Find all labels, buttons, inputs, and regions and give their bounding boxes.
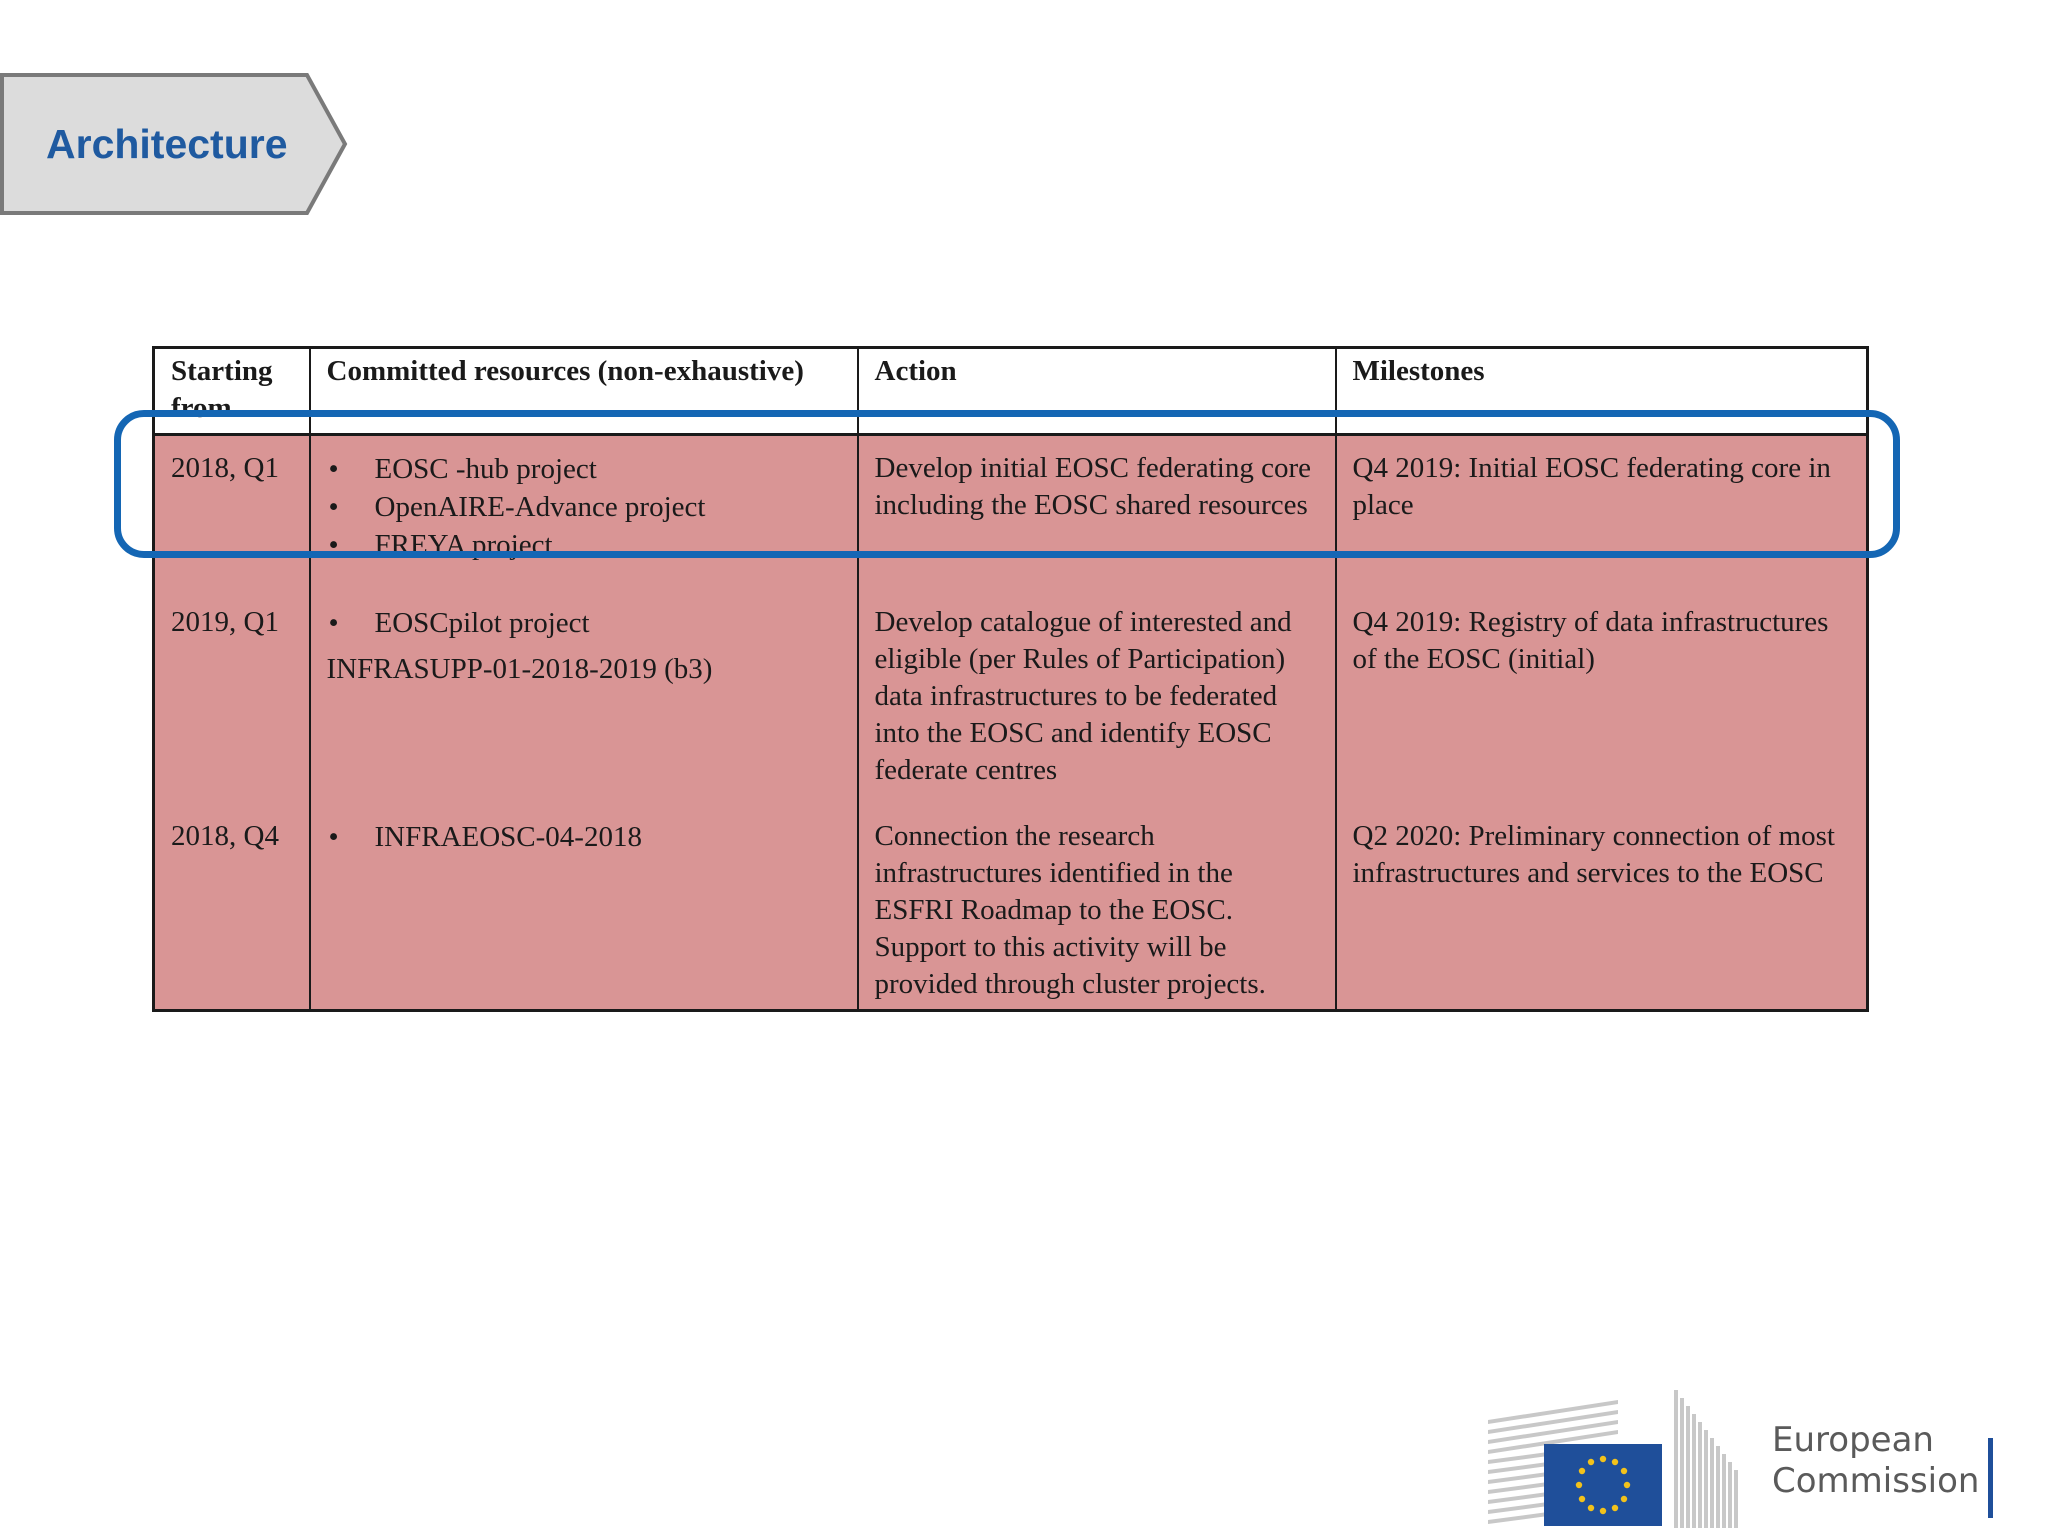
list-item: • OpenAIRE-Advance project [327, 488, 841, 526]
resource-list [327, 450, 841, 564]
cell-resources [310, 808, 858, 1011]
resource-extra: INFRASUPP-01-2018-2019 (b3) [326, 653, 713, 685]
cell-resources [310, 596, 858, 808]
logo-line-1: European [1772, 1420, 1934, 1460]
header-action: Action [858, 348, 1336, 435]
logo-line-2: Commission [1772, 1461, 1980, 1501]
list-item: • INFRAEOSC-04-2018 [327, 818, 841, 856]
table-row [154, 435, 1868, 597]
resource-list [327, 818, 841, 856]
title-tab [0, 72, 350, 216]
header-milestones: Milestones [1336, 348, 1868, 435]
european-commission-wordmark [1772, 1420, 1979, 1502]
cell-start: 2019, Q1 [154, 596, 310, 808]
cell-action: Connection the research infrastructures identified in the ESFRI Roadmap to the EOSC. Support to this activity will be provided through cluster projects. [858, 808, 1336, 1011]
logo-accent-bar [1988, 1438, 1993, 1518]
list-item: • EOSC -hub project [327, 450, 841, 488]
header-starting-from: Starting from [154, 348, 310, 435]
list-item: • EOSCpilot project [327, 604, 841, 642]
table-row [154, 596, 1868, 808]
list-item: • FREYA project [327, 526, 841, 564]
berlaymont-building-icon [1488, 1390, 1778, 1530]
resources-table-image [152, 346, 1866, 1000]
page-title: Architecture [46, 121, 288, 167]
european-commission-logo [1488, 1390, 2008, 1530]
resource-list [327, 604, 841, 642]
table-header-row [154, 348, 1868, 435]
cell-milestone: Q4 2019: Registry of data infrastructures of the EOSC (initial) [1336, 596, 1868, 808]
header-committed-resources: Committed resources (non-exhaustive) [310, 348, 858, 435]
resources-table [152, 346, 1869, 1012]
cell-milestone: Q4 2019: Initial EOSC federating core in place [1336, 435, 1868, 597]
cell-start: 2018, Q1 [154, 435, 310, 597]
cell-action: Develop catalogue of interested and eligible (per Rules of Participation) data infrastructures to be federated into the EOSC and identify EOSC federate centres [858, 596, 1336, 808]
cell-milestone: Q2 2020: Preliminary connection of most infrastructures and services to the EOSC [1336, 808, 1868, 1011]
cell-start: 2018, Q4 [154, 808, 310, 1011]
table-row [154, 808, 1868, 1011]
cell-resources [310, 435, 858, 597]
cell-action: Develop initial EOSC federating core including the EOSC shared resources [858, 435, 1336, 597]
